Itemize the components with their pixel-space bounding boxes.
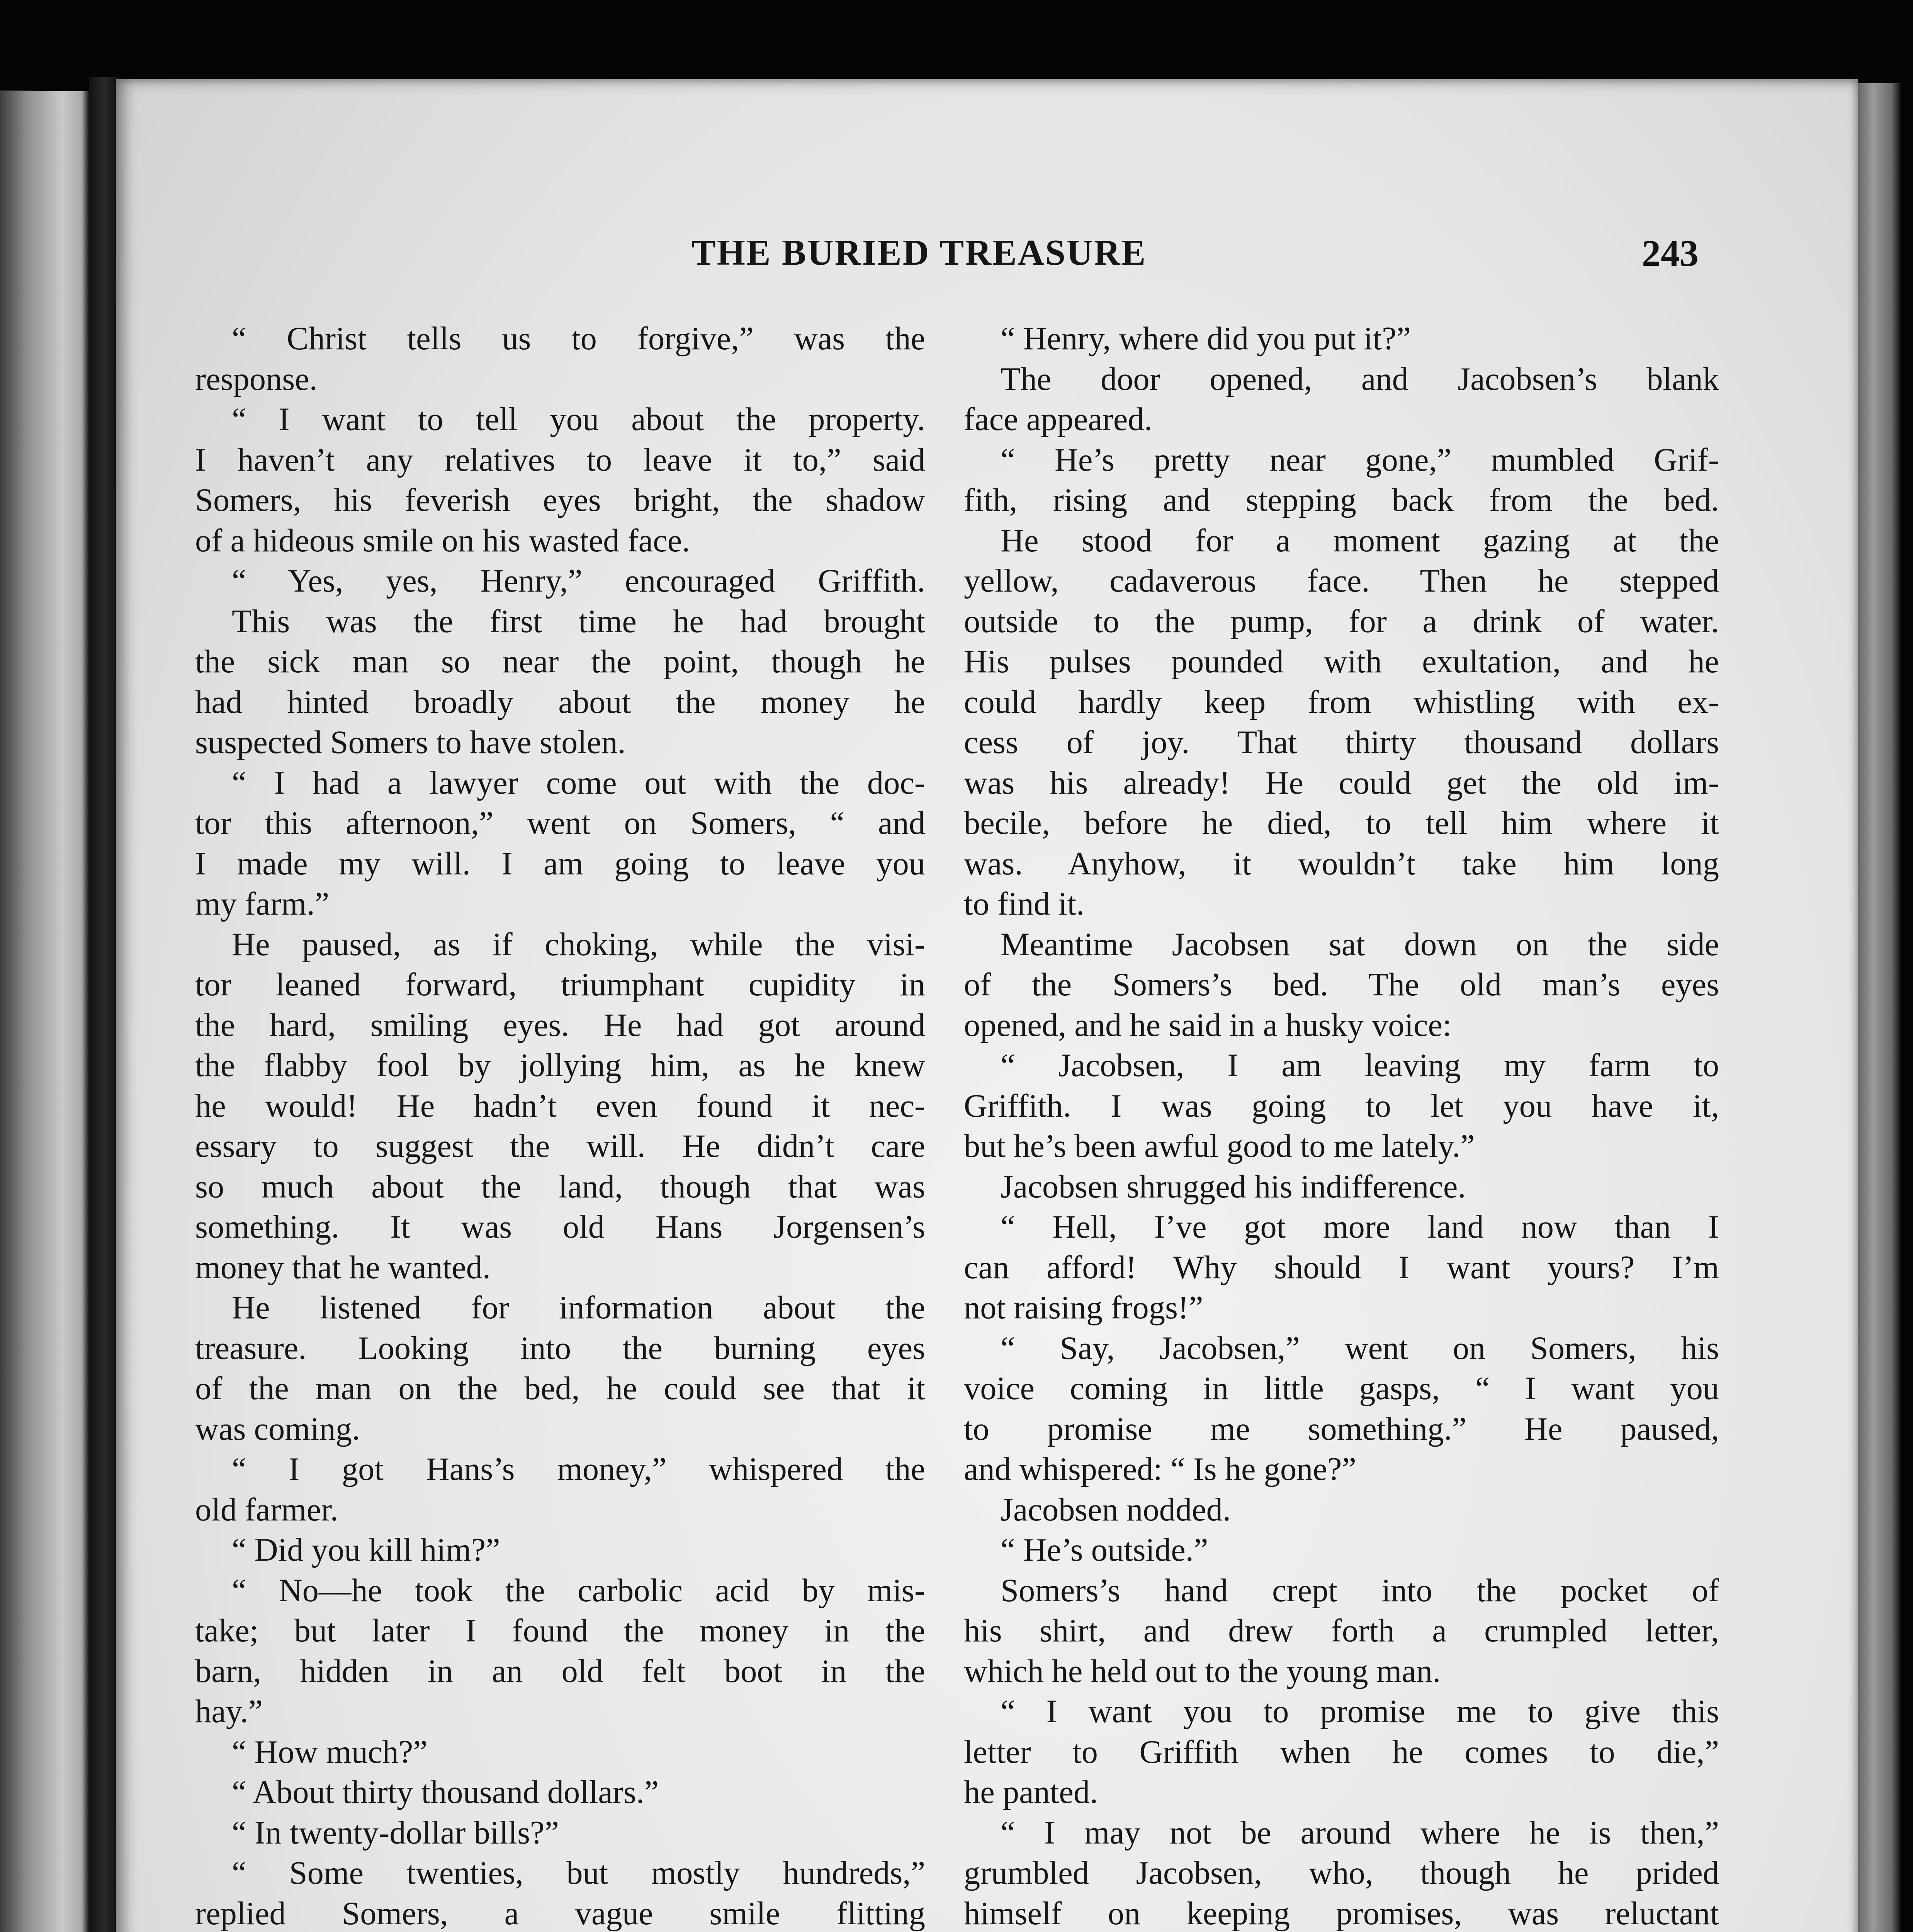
text-line: but he’s been awful good to me lately.” [964, 1128, 1475, 1164]
text-line: He stood for a moment gazing at the [1001, 522, 1719, 559]
text-line: I made my will. I am going to leave you [195, 845, 925, 882]
text-line: Meantime Jacobsen sat down on the side [1001, 926, 1719, 963]
text-line: of the Somers’s bed. The old man’s eyes [964, 967, 1719, 1003]
text-line: “ Henry, where did you put it?” [1001, 321, 1411, 357]
text-line: He listened for information about the [232, 1290, 925, 1326]
text-line: response. [195, 361, 318, 397]
text-line: suspected Somers to have stolen. [195, 724, 626, 760]
text-line: Somers’s hand crept into the pocket of [1001, 1572, 1719, 1609]
text-line: cess of joy. That thirty thousand dollars [964, 724, 1719, 760]
text-line: face appeared. [964, 401, 1152, 437]
page-number: 243 [1642, 233, 1699, 274]
text-line: my farm.” [195, 886, 330, 922]
text-line: so much about the land, though that was [195, 1168, 925, 1205]
text-line: grumbled Jacobsen, who, though he prided [964, 1855, 1719, 1891]
text-line: not raising frogs!” [964, 1290, 1203, 1326]
text-line: he would! He hadn’t even found it nec- [195, 1088, 925, 1124]
text-line: to promise me something.” He paused, [964, 1411, 1719, 1447]
text-line: was coming. [195, 1411, 360, 1447]
text-line: tor this afternoon,” went on Somers, “ and [195, 805, 925, 841]
text-line: take; but later I found the money in the [195, 1613, 925, 1649]
text-line: “ I want to tell you about the property. [232, 401, 925, 437]
text-line: Somers, his feverish eyes bright, the shadow [195, 482, 925, 518]
text-line: barn, hidden in an old felt boot in the [195, 1653, 925, 1689]
right-text-column [964, 319, 1719, 1932]
text-line: replied Somers, a vague smile flitting [195, 1895, 925, 1932]
running-header-title: THE BURIED TREASURE [691, 233, 1147, 273]
text-line: “ Some twenties, but mostly hundreds,” [232, 1855, 925, 1891]
text-line: voice coming in little gasps, “ I want you [964, 1371, 1719, 1406]
text-line: “ About thirty thousand dollars.” [232, 1774, 659, 1810]
text-line: to find it. [964, 886, 1085, 922]
text-line: essary to suggest the will. He didn’t care [195, 1128, 925, 1164]
text-line: “ Christ tells us to forgive,” was the [232, 321, 925, 357]
text-line: of the man on the bed, he could see that it [195, 1371, 925, 1406]
text-line: old farmer. [195, 1492, 338, 1528]
text-line: letter to Griffith when he comes to die,” [964, 1734, 1719, 1770]
text-line: “ I want you to promise me to give this [1001, 1694, 1719, 1730]
text-line: This was the first time he had brought [232, 603, 925, 639]
text-line: the sick man so near the point, though he [195, 644, 925, 680]
left-text-column [195, 319, 925, 1932]
text-line: money that he wanted. [195, 1249, 491, 1286]
text-line: opened, and he said in a husky voice: [964, 1007, 1452, 1043]
text-line: I haven’t any relatives to leave it to,” said [195, 442, 925, 478]
text-line: Jacobsen shrugged his indifference. [1001, 1168, 1466, 1205]
text-line: “ No—he took the carbolic acid by mis- [232, 1572, 925, 1609]
text-line: the hard, smiling eyes. He had got around [195, 1007, 925, 1043]
text-line: “ Did you kill him?” [232, 1532, 500, 1568]
text-line: he panted. [964, 1774, 1098, 1810]
text-line: His pulses pounded with exultation, and he [964, 644, 1719, 680]
text-line: himself on keeping promises, was reluctant [964, 1895, 1719, 1932]
right-page-edge [1854, 83, 1901, 1932]
text-line: “ He’s pretty near gone,” mumbled Grif- [1001, 442, 1719, 478]
text-line: something. It was old Hans Jorgensen’s [195, 1209, 925, 1245]
left-page-edge [0, 90, 89, 1932]
text-line: “ How much?” [232, 1734, 428, 1770]
text-line: “ I may not be around where he is then,” [1001, 1815, 1719, 1851]
text-line: becile, before he died, to tell him where it [964, 805, 1719, 841]
text-line: treasure. Looking into the burning eyes [195, 1330, 925, 1366]
text-line: “ Yes, yes, Henry,” encouraged Griffith. [232, 563, 925, 599]
text-line: Jacobsen nodded. [1001, 1492, 1231, 1528]
text-line: yellow, cadaverous face. Then he stepped [964, 563, 1719, 599]
text-line: and whispered: “ Is he gone?” [964, 1451, 1356, 1487]
text-line: He paused, as if choking, while the visi- [232, 926, 925, 963]
text-line: “ Say, Jacobsen,” went on Somers, his [1001, 1330, 1719, 1366]
text-line: The door opened, and Jacobsen’s blank [1001, 361, 1719, 397]
text-line: hay.” [195, 1694, 263, 1730]
text-line: “ I got Hans’s money,” whispered the [232, 1451, 925, 1487]
text-line: of a hideous smile on his wasted face. [195, 522, 690, 559]
text-line: “ In twenty-dollar bills?” [232, 1815, 559, 1851]
text-line: Griffith. I was going to let you have it, [964, 1088, 1719, 1124]
text-line: had hinted broadly about the money he [195, 684, 925, 720]
text-line: “ Jacobsen, I am leaving my farm to [1001, 1048, 1719, 1083]
text-line: “ I had a lawyer come out with the doc- [232, 765, 925, 801]
text-line: which he held out to the young man. [964, 1653, 1441, 1689]
text-line: “ He’s outside.” [1001, 1532, 1208, 1568]
text-line: could hardly keep from whistling with ex- [964, 684, 1719, 720]
text-line: fith, rising and stepping back from the bed. [964, 482, 1719, 518]
text-line: was his already! He could get the old im- [964, 765, 1719, 801]
text-line: outside to the pump, for a drink of water. [964, 603, 1719, 639]
text-line: tor leaned forward, triumphant cupidity in [195, 967, 925, 1003]
text-line: was. Anyhow, it wouldn’t take him long [964, 845, 1719, 882]
text-line: his shirt, and drew forth a crumpled letter, [964, 1613, 1719, 1649]
book-gutter [89, 77, 120, 1932]
text-line: “ Hell, I’ve got more land now than I [1001, 1209, 1719, 1245]
text-line: can afford! Why should I want yours? I’m [964, 1249, 1719, 1286]
text-line: the flabby fool by jollying him, as he knew [195, 1048, 925, 1083]
